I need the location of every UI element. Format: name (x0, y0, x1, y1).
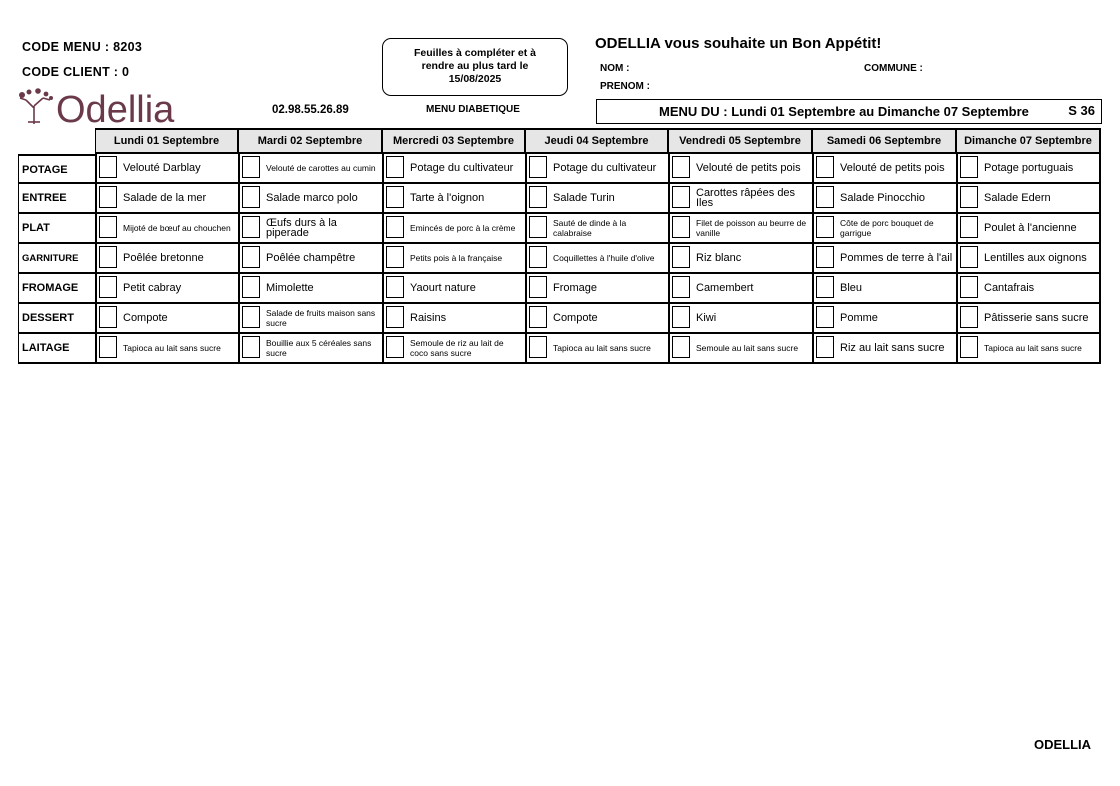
dish-name: Potage portuguais (984, 162, 1074, 174)
dish-name: Yaourt nature (410, 282, 476, 294)
dish-checkbox[interactable] (816, 156, 834, 178)
footer-brand: ODELLIA (1034, 737, 1092, 752)
dish-name: Salade Edern (984, 192, 1051, 204)
menu-cell (812, 334, 956, 364)
dish-name: Mijoté de bœuf au chouchen (123, 223, 231, 233)
dish-checkbox[interactable] (99, 216, 117, 238)
menu-cell (525, 244, 668, 274)
day-header: Samedi 06 Septembre (812, 128, 956, 154)
menu-cell (812, 274, 956, 304)
dish-name: Salade de la mer (123, 192, 207, 204)
menu-cell (668, 334, 812, 364)
day-header: Dimanche 07 Septembre (956, 128, 1100, 154)
dish-name: Coquillettes à l'huile d'olive (553, 253, 655, 263)
deadline-date: 15/08/2025 (448, 73, 502, 85)
dish-checkbox[interactable] (960, 156, 978, 178)
row-label: DESSERT (18, 304, 95, 334)
dish-name: Petits pois à la française (410, 253, 503, 263)
menu-cell (382, 184, 525, 214)
dish-name: Compote (123, 312, 168, 324)
menu-cell (812, 154, 956, 184)
dish-checkbox[interactable] (386, 306, 404, 328)
day-header: Vendredi 05 Septembre (668, 128, 812, 154)
nom-field-label: NOM : (600, 63, 630, 74)
dish-checkbox[interactable] (816, 336, 834, 358)
menu-cell (956, 214, 1100, 244)
dish-name: Velouté Darblay (123, 162, 201, 174)
dish-checkbox[interactable] (99, 336, 117, 358)
dish-checkbox[interactable] (672, 246, 690, 268)
dish-name: Poêlée champêtre (266, 252, 356, 264)
menu-cell (668, 154, 812, 184)
menu-cell (525, 184, 668, 214)
menu-cell (382, 274, 525, 304)
dish-name: Velouté de petits pois (840, 162, 945, 174)
dish-checkbox[interactable] (529, 156, 547, 178)
row-label: ENTREE (18, 184, 95, 214)
logo-text: Odellia (56, 89, 175, 128)
menu-cell (238, 154, 382, 184)
dish-checkbox[interactable] (386, 186, 404, 208)
dish-checkbox[interactable] (529, 336, 547, 358)
menu-cell (95, 214, 238, 244)
dish-name: Petit cabray (123, 282, 182, 294)
dish-checkbox[interactable] (960, 246, 978, 268)
menu-cell (956, 244, 1100, 274)
dish-checkbox[interactable] (99, 156, 117, 178)
menu-cell (812, 304, 956, 334)
dish-name: Côte de porc bouquet de garrigue (840, 218, 934, 238)
deadline-line: rendre au plus tard le (421, 60, 529, 72)
dish-checkbox[interactable] (242, 246, 260, 268)
dish-checkbox[interactable] (386, 276, 404, 298)
dish-name: Sauté de dinde à la calabraise (553, 218, 627, 238)
menu-cell (525, 154, 668, 184)
row-label: LAITAGE (18, 334, 95, 364)
menu-cell (95, 184, 238, 214)
week-banner (596, 99, 1102, 124)
dish-checkbox[interactable] (242, 276, 260, 298)
menu-cell (95, 274, 238, 304)
menu-cell (956, 304, 1100, 334)
menu-cell (238, 184, 382, 214)
menu-cell (238, 214, 382, 244)
menu-cell (382, 244, 525, 274)
menu-cell (525, 214, 668, 244)
dish-name: Potage du cultivateur (553, 162, 657, 174)
menu-cell (668, 214, 812, 244)
dish-checkbox[interactable] (99, 246, 117, 268)
dish-checkbox[interactable] (672, 186, 690, 208)
phone-number: 02.98.55.26.89 (272, 104, 349, 116)
deadline-notice (382, 38, 568, 96)
dish-name: Semoule de riz au lait de coco sans sucre (410, 338, 504, 358)
dish-checkbox[interactable] (672, 216, 690, 238)
menu-cell (95, 154, 238, 184)
dish-checkbox[interactable] (816, 216, 834, 238)
menu-cell (525, 334, 668, 364)
commune-field-label: COMMUNE : (864, 63, 923, 74)
dish-name: Tarte à l'oignon (410, 192, 485, 204)
grid-right-border (1099, 128, 1101, 364)
dish-checkbox[interactable] (960, 216, 978, 238)
dish-name: Œufs durs à la piperade (266, 217, 337, 239)
dish-name: Lentilles aux oignons (984, 252, 1087, 264)
day-header: Mardi 02 Septembre (238, 128, 382, 154)
row-label: FROMAGE (18, 274, 95, 304)
menu-cell (238, 334, 382, 364)
dish-name: Kiwi (696, 312, 717, 324)
dish-name: Emincés de porc à la crème (410, 223, 516, 233)
menu-cell (668, 184, 812, 214)
menu-cell (382, 334, 525, 364)
dish-checkbox[interactable] (816, 186, 834, 208)
dish-checkbox[interactable] (960, 306, 978, 328)
week-number: S 36 (1068, 103, 1095, 118)
prenom-field-label: PRENOM : (600, 81, 650, 92)
menu-cell (668, 304, 812, 334)
menu-cell (238, 244, 382, 274)
dish-name: Salade de fruits maison sans sucre (266, 308, 376, 328)
dish-name: Pomme (840, 312, 878, 324)
day-header: Mercredi 03 Septembre (382, 128, 525, 154)
dish-name: Potage du cultivateur (410, 162, 514, 174)
dish-checkbox[interactable] (242, 216, 260, 238)
menu-cell (95, 304, 238, 334)
row-label: PLAT (18, 214, 95, 244)
dish-name: Tapioca au lait sans sucre (553, 343, 651, 353)
dish-checkbox[interactable] (529, 186, 547, 208)
dish-checkbox[interactable] (529, 246, 547, 268)
greeting-title: ODELLIA vous souhaite un Bon Appétit! (595, 35, 882, 52)
dish-checkbox[interactable] (386, 216, 404, 238)
dish-checkbox[interactable] (672, 156, 690, 178)
dish-checkbox[interactable] (672, 276, 690, 298)
dish-checkbox[interactable] (386, 336, 404, 358)
dish-name: Camembert (696, 282, 754, 294)
dish-name: Velouté de carottes au cumin (266, 163, 376, 173)
dish-checkbox[interactable] (242, 186, 260, 208)
menu-cell (382, 214, 525, 244)
dish-name: Mimolette (266, 282, 314, 294)
dish-name: Salade marco polo (266, 192, 358, 204)
dish-checkbox[interactable] (960, 276, 978, 298)
dish-checkbox[interactable] (960, 186, 978, 208)
menu-cell (956, 334, 1100, 364)
menu-cell (812, 214, 956, 244)
menu-cell (525, 304, 668, 334)
dish-name: Compote (553, 312, 598, 324)
dish-name: Fromage (553, 282, 598, 294)
dish-name: Tapioca au lait sans sucre (123, 343, 221, 353)
dish-name: Cantafrais (984, 282, 1035, 294)
dish-checkbox[interactable] (672, 336, 690, 358)
menu-cell (812, 184, 956, 214)
day-header: Jeudi 04 Septembre (525, 128, 668, 154)
day-header: Lundi 01 Septembre (95, 128, 238, 154)
row-label: GARNITURE (18, 244, 95, 274)
dish-name: Velouté de petits pois (696, 162, 801, 174)
dish-name: Riz au lait sans sucre (840, 342, 945, 354)
dish-checkbox[interactable] (816, 306, 834, 328)
menu-cell (95, 244, 238, 274)
dish-checkbox[interactable] (242, 336, 260, 358)
dish-name: Tapioca au lait sans sucre (984, 343, 1082, 353)
dish-checkbox[interactable] (242, 156, 260, 178)
dish-name: Bleu (840, 282, 863, 294)
tree-icon (19, 88, 53, 124)
menu-cell (956, 154, 1100, 184)
dish-checkbox[interactable] (386, 156, 404, 178)
dish-checkbox[interactable] (386, 246, 404, 268)
menu-cell (95, 334, 238, 364)
menu-cell (812, 244, 956, 274)
menu-cell (238, 274, 382, 304)
menu-cell (668, 274, 812, 304)
dish-checkbox[interactable] (99, 306, 117, 328)
dish-name: Raisins (410, 312, 447, 324)
menu-cell (956, 184, 1100, 214)
dish-name: Semoule au lait sans sucre (696, 343, 799, 353)
dish-checkbox[interactable] (960, 336, 978, 358)
dish-name: Carottes râpées des Iles (696, 187, 796, 209)
dish-checkbox[interactable] (816, 246, 834, 268)
dish-name: Pâtisserie sans sucre (984, 312, 1089, 324)
dish-checkbox[interactable] (816, 276, 834, 298)
dish-checkbox[interactable] (672, 306, 690, 328)
dish-name: Pommes de terre à l'ail (840, 252, 953, 264)
dish-checkbox[interactable] (529, 306, 547, 328)
dish-name: Poulet à l'ancienne (984, 222, 1077, 234)
dish-checkbox[interactable] (529, 216, 547, 238)
menu-cell (956, 274, 1100, 304)
menu-cell (668, 244, 812, 274)
code-client: CODE CLIENT : 0 (22, 65, 130, 79)
odellia-logo (16, 84, 216, 128)
code-menu: CODE MENU : 8203 (22, 40, 143, 54)
menu-cell (382, 154, 525, 184)
dish-name: Salade Turin (553, 192, 615, 204)
deadline-line: Feuilles à compléter et à (414, 47, 536, 59)
dish-checkbox[interactable] (99, 276, 117, 298)
dish-name: Filet de poisson au beurre de vanille (696, 218, 807, 238)
menu-type: MENU DIABETIQUE (426, 104, 520, 115)
dish-checkbox[interactable] (529, 276, 547, 298)
dish-name: Riz blanc (696, 252, 742, 264)
dish-name: Salade Pinocchio (840, 192, 926, 204)
menu-cell (525, 274, 668, 304)
week-title: MENU DU : Lundi 01 Septembre au Dimanche 07 Septembre (659, 104, 1029, 119)
menu-cell (382, 304, 525, 334)
dish-name: Bouillie aux 5 céréales sans sucre (266, 338, 372, 358)
row-label: POTAGE (18, 154, 95, 184)
dish-name: Poêlée bretonne (123, 252, 204, 264)
dish-checkbox[interactable] (99, 186, 117, 208)
menu-cell (238, 304, 382, 334)
dish-checkbox[interactable] (242, 306, 260, 328)
